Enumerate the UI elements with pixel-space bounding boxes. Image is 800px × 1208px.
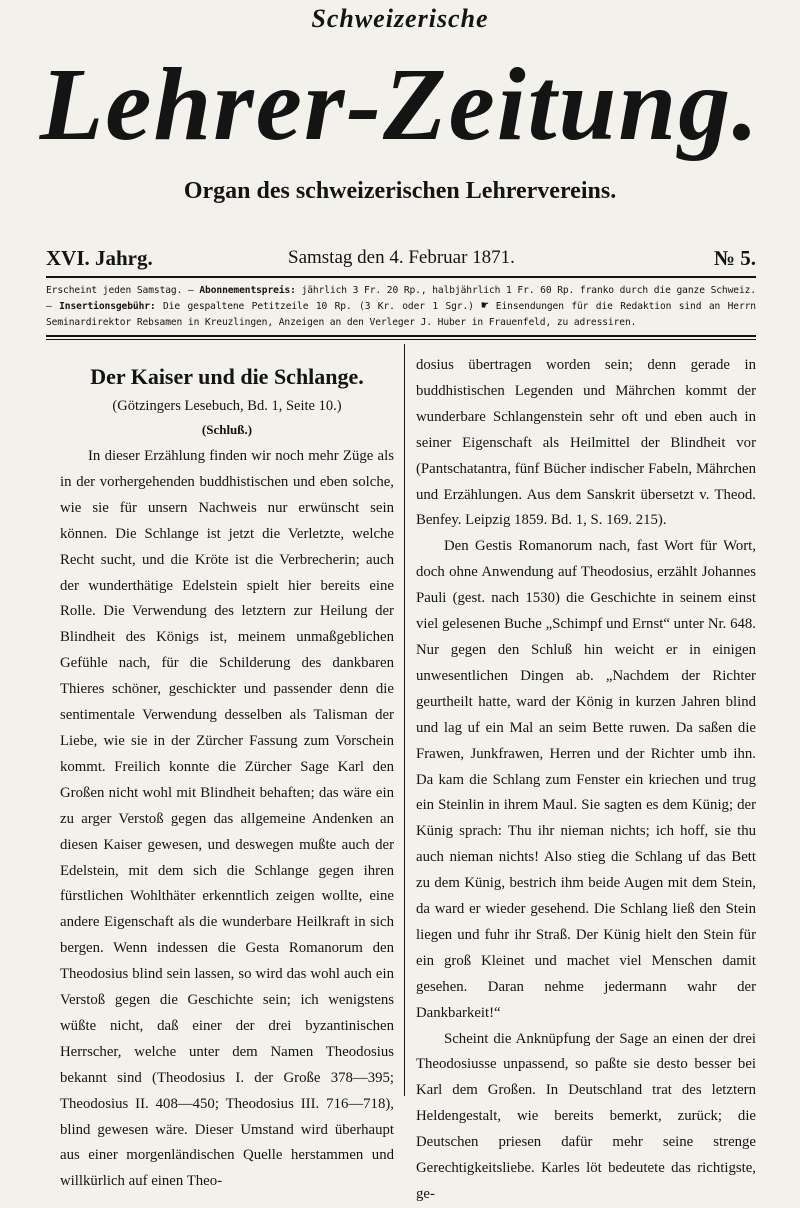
subscription-label-abo: Abonnementspreis: [199,285,296,296]
subscription-text-d: Einsendungen für die Redaktion sind an Herrn Seminardirektor Rebsamen in Kreuzlingen, Anzeigen an den Verleger J. Huber in Frauenfeld, zu adressiren. [46,301,756,328]
header-rule [46,276,756,278]
left-column [60,350,394,1195]
organ-line: Organ des schweizerischen Lehrervereins. [183,178,617,204]
subscription-text-c: Die gespaltene Petitzeile 10 Rp. (3 Kr. oder 1 Sgr.) [163,301,474,312]
right-paragraph-3: Scheint die Anknüpfung der Sage an einen der drei Theodosiusse unpassend, so paßte sie desto besser bei Karl dem Großen. In Deutschland trat des letztern Heldengestalt, wie bereits bemerkt, zurück; die Deutschen priesen dafür mehr seine strenge Gerechtigkeitsliebe. Karles löt bedeutete das richtigste, ge- [416,1030,756,1202]
subscription-text-b: jährlich 3 Fr. 20 Rp., halbjährlich 1 Fr. 60 Rp. franko durch die ganze Schweiz. — [46,285,756,312]
issue-date: Samstag den 4. Februar 1871. [288,247,515,268]
column-divider [404,344,405,1096]
masthead-subtitle: Schweizerische [311,4,489,33]
right-paragraph-1: dosius übertragen worden sein; denn gerade in buddhistischen Legenden und Mährchen kommt der wunderbare Schlangenstein sehr oft und eben auch in seiner Eigenschaft als Heilmittel der Blindheit vor (Pantschatantra, fünf Bücher indischer Fabeln, Mährchen und Erzählungen. Aus dem Sanskrit übersetzt v. Theod. Benfey. Leipzig 1859. Bd. 1, S. 169. 215). [416,357,756,529]
right-paragraph-2: Den Gestis Romanorum nach, fast Wort für Wort, doch ohne Anwendung auf Theodosius, erzählt Johannes Pauli (gest. nach 1530) die Geschichte in seinem einst viel gelesenen Buche „Schimpf und Ernst“ unter Nr. 648. Nur gegen den Schluß hin weicht er in einigen unwesentlichen Dingen ab. „Nachdem der Richter geurtheilt hatte, ward der König in kurzen Jahren blind und lag uf ein Mal an seim Bette ruwen. Da saßen die Frawen, Junkfrawen, Herren und der Richter umb ihn. Da kam die Schlang zum Fenster ein kriechen und trug ein Steinlin in ihrem Maul. Sie sagten es dem Künig; der Künig sprach: Thu ihr nieman nichts; ich hoff, sie thu auch nieman nichts! Also stieg die Schlang uf das Bett zu dem Künig, bestrich ihm beide Augen mit dem Stein, da ward er wieder gesehend. Die Schlang ließ den Stein liegen und fuhr ihr Straß. Der Künig hielt den Stein für ein groß Kleinet und machet viel Menschen damit gesehen. Daran nehme jedermann wahr der Dankbarkeit!“ [416,538,756,1021]
article-continuation: (Schluß.) [201,422,253,437]
subscription-label-insert: Insertionsgebühr: [59,301,156,312]
right-column [416,353,756,1208]
header-double-rule-bottom [46,339,756,340]
header-double-rule-top [46,335,756,337]
issue-number: № 5. [713,246,756,270]
masthead-title: Lehrer-Zeitung. [39,47,761,162]
issue-line [46,246,756,272]
pointing-hand-icon: ☛ [481,298,489,312]
left-paragraph: In dieser Erzählung finden wir noch mehr Züge als in der vorhergehenden buddhistischen und eben solche, wie sie für unsern Nachweis nur erwünscht sein können. Die Schlange ist jetzt die Verletzte, welche Recht sucht, und die Kröte ist die Verbrecherin; auch der wunderthätige Edelstein spielt hier bereits eine Rolle. Die Verwendung des letztern zur Heilung der Blindheit des Königs ist, meinem unmaßgeblichen Gefühle nach, für die Schilderung des dankbaren Thieres schöner, geschickter und passender denn die sentimentale Verwendung desselben als Talisman der Liebe, wie sie in der Zürcher Fassung zum Vorschein kommt. Freilich konnte die Zürcher Sage Karl den Großen nicht wohl mit Blindheit behaften; das wäre ein zu arger Verstoß gegen das allgemeine Andenken an diesen Kaiser gewesen, und deswegen mußte auch der Edelstein, mit dem sich die Schlange gegen ihren fürstlichen Wohlthäter erkenntlich zeigen wollte, eine andere Eigenschaft als die wunderbare Heilkraft in sich bergen. Wenn indessen die Gesta Romanorum den Theodosius blind sein lassen, so wird das wohl auch ein Verstoß gegen die Geschichte sein; ich wenigstens wüßte nicht, daß einer der drei byzantinischen Herrscher, welche unter dem Namen Theodosius bekannt sind (Theodosius I. der Große 378—395; Theodosius II. 408—450; Theodosius III. 716—718), blind gewesen wäre. Dieser Umstand wird überhaupt aus einer morgenländischen Quelle herstammen und willkürlich auf einen Theo- [60,448,394,1190]
subscription-notice [46,283,756,331]
article-title: Der Kaiser und die Schlange. [90,364,364,389]
subscription-text-a: Erscheint jeden Samstag. — [46,285,194,296]
article-source: (Götzingers Lesebuch, Bd. 1, Seite 10.) [112,398,342,414]
issue-year: XVI. Jahrg. [46,246,153,270]
